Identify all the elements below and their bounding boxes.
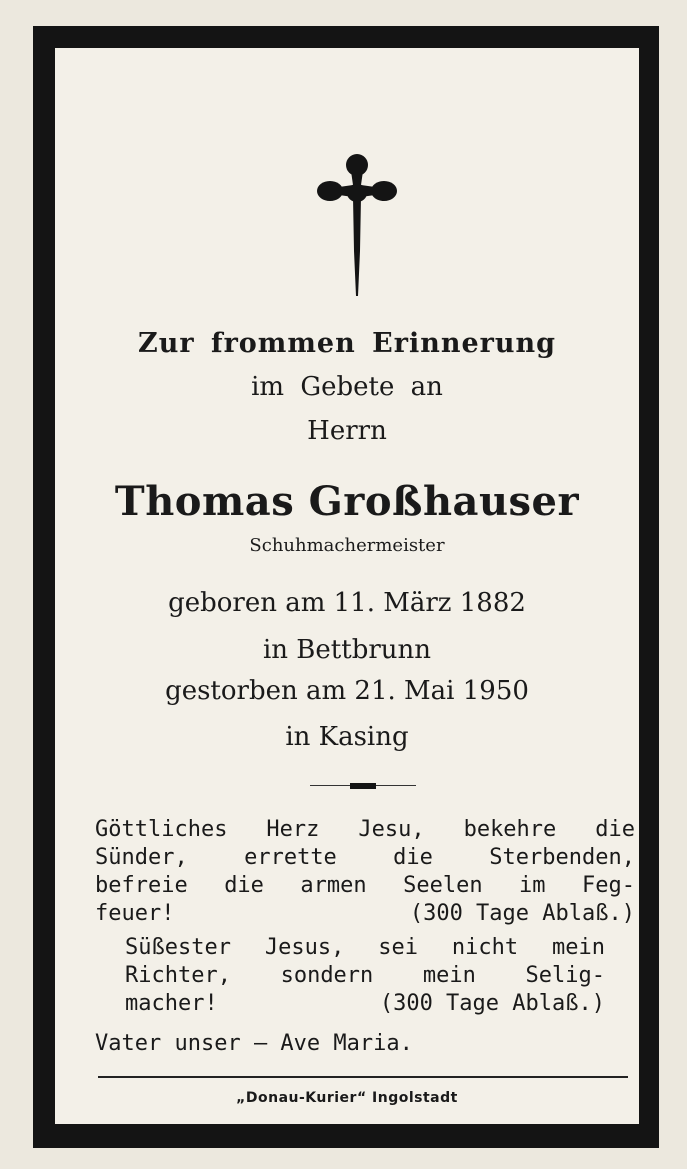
indulgence-note: (300 Tage Ablaß.)	[409, 901, 635, 926]
deceased-name: Thomas Großhauser	[114, 478, 580, 525]
prayer-text: feuer!	[95, 901, 175, 926]
prayer-text: macher!	[125, 991, 218, 1016]
prayer-line: Richter, sondern mein Selig-	[125, 963, 605, 988]
heading: Zur frommen Erinnerung	[137, 328, 557, 359]
card-inner	[55, 48, 639, 1124]
ornamental-divider	[310, 783, 416, 789]
bottom-rule	[98, 1076, 628, 1078]
prayer-line: Süßester Jesus, sei nicht mein	[125, 935, 605, 960]
dedication-line: im Gebete an	[251, 372, 443, 402]
prayer-line: Göttliches Herz Jesu, bekehre die	[95, 817, 635, 842]
prayer-line	[125, 990, 605, 1018]
prayer-line: befreie die armen Seelen im Feg-	[95, 873, 635, 898]
prayer-sacred-heart	[95, 816, 635, 928]
death-place: in Kasing	[285, 722, 409, 752]
death-date: gestorben am 21. Mai 1950	[165, 676, 529, 706]
prayer-our-father: Vater unser — Ave Maria.	[95, 1031, 413, 1056]
indulgence-note: (300 Tage Ablaß.)	[379, 991, 605, 1016]
prayer-sweetest-jesus	[125, 934, 605, 1018]
printer-imprint: „Donau-Kurier“ Ingolstadt	[236, 1090, 458, 1106]
black-mourning-border	[33, 26, 659, 1148]
title-herrn: Herrn	[307, 416, 387, 446]
prayer-line: Sünder, errette die Sterbenden,	[95, 845, 635, 870]
prayer-line	[95, 900, 635, 928]
birth-date: geboren am 11. März 1882	[168, 588, 526, 618]
trefoil-cross-icon	[317, 151, 397, 296]
occupation: Schuhmachermeister	[249, 535, 445, 556]
birth-place: in Bettbrunn	[262, 635, 432, 665]
